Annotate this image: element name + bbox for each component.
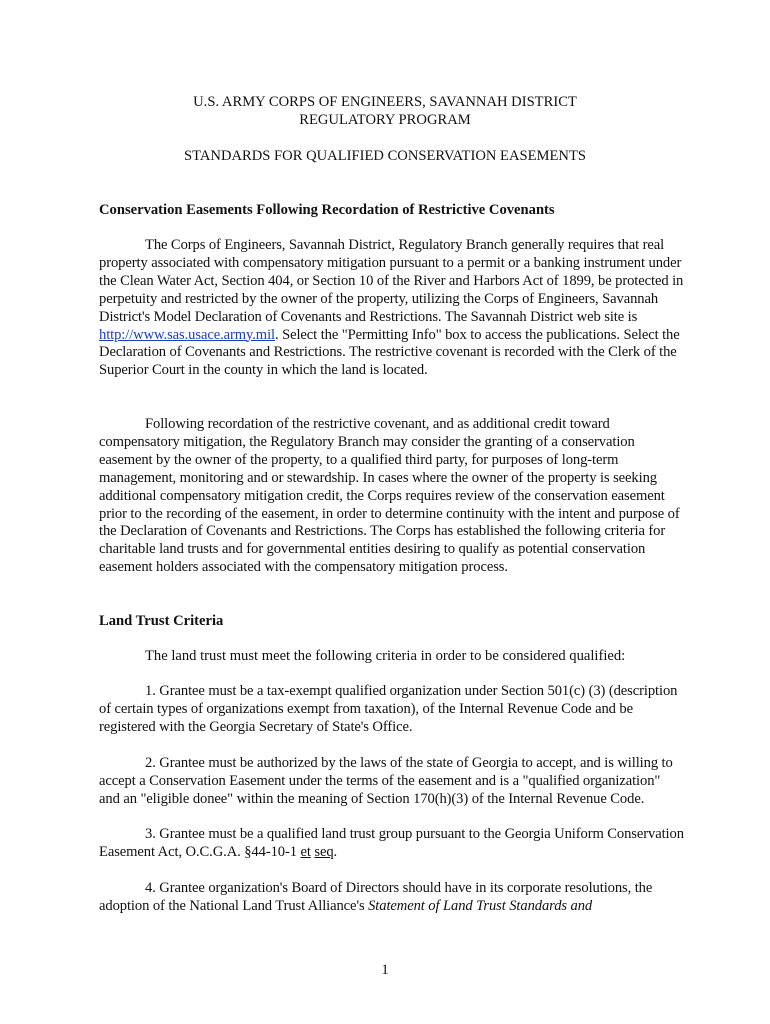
program-name: REGULATORY PROGRAM	[299, 112, 471, 128]
standards-title-italic: Statement of Land Trust Standards and	[368, 897, 593, 914]
criteria-text: 4. Grantee organization's Board of Directors should have in its corporate resolutions, the adoption of the National Land Trust Alliance's	[99, 880, 653, 914]
page-number: 1	[381, 962, 389, 978]
latin-abbreviation-et: et	[300, 843, 311, 860]
paragraph-text: . Select the "Permitting Info" box to access the publications. Select the Declaration of Covenants and Restrictions. The restrictive covenant is recorded with the Clerk of the Superior Court in the county in which the land is located.	[99, 326, 680, 379]
paragraph-conservation-easement-granting: Following recordation of the restrictive covenant, and as additional credit toward compensatory mitigation, the Regulatory Branch may consider the granting of a conservation easement by the owner of the property, to a qualified third party, for purposes of long-term management, monitoring and or stewardship. In cases where the owner of the property is seeking additional compensatory mitigation credit, the Corps requires review of the conservation easement prior to the recording of the easement, in order to determine continuity with the intent and purpose of the Declaration of Covenants and Restrictions. The Corps has established the following criteria for charitable land trusts and for governmental entities desiring to qualify as potential conservation easement holders associated with the compensatory mitigation process.	[99, 416, 680, 576]
paragraph-restrictive-covenants	[99, 237, 684, 380]
criteria-item-3	[99, 826, 684, 862]
period: .	[333, 843, 338, 860]
latin-abbreviation-seq: seq	[314, 843, 334, 860]
paragraph-text: The Corps of Engineers, Savannah District, Regulatory Branch generally requires that real property associated with compensatory mitigation pursuant to a permit or a banking instrument under the Clean Water Act, Section 404, or Section 10 of the River and Harbors Act of 1899, be protected in perpetuity and restricted by the owner of the property, utilizing the Corps of Engineers, Savannah District's Model Declaration of Covenants and Restrictions. The Savannah District web site is	[99, 237, 684, 325]
section-heading-conservation-easements: Conservation Easements Following Recordation of Restrictive Covenants	[99, 202, 555, 218]
agency-name: U.S. ARMY CORPS OF ENGINEERS, SAVANNAH DISTRICT	[193, 94, 577, 110]
criteria-intro: The land trust must meet the following criteria in order to be considered qualified:	[145, 648, 626, 664]
criteria-item-4	[99, 880, 684, 916]
criteria-text: 3. Grantee must be a qualified land trust group pursuant to the Georgia Uniform Conservation Easement Act, O.C.G.A. §44-10-1	[99, 826, 684, 860]
section-heading-land-trust-criteria: Land Trust Criteria	[99, 613, 224, 629]
criteria-item-2: 2. Grantee must be authorized by the laws of the state of Georgia to accept, and is willing to accept a Conservation Easement under the terms of the easement and is a "qualified organization" and an "eligible donee" within the meaning of Section 170(h)(3) of the Internal Revenue Code.	[99, 755, 673, 807]
document-title: STANDARDS FOR QUALIFIED CONSERVATION EASEMENTS	[184, 148, 586, 164]
criteria-item-1: 1. Grantee must be a tax-exempt qualified organization under Section 501(c) (3) (description of certain types of organizations exempt from taxation), of the Internal Revenue Code and be registered with the Georgia Secretary of State's Office.	[99, 683, 678, 735]
savannah-district-website-link[interactable]: http://www.sas.usace.army.mil	[99, 326, 275, 343]
